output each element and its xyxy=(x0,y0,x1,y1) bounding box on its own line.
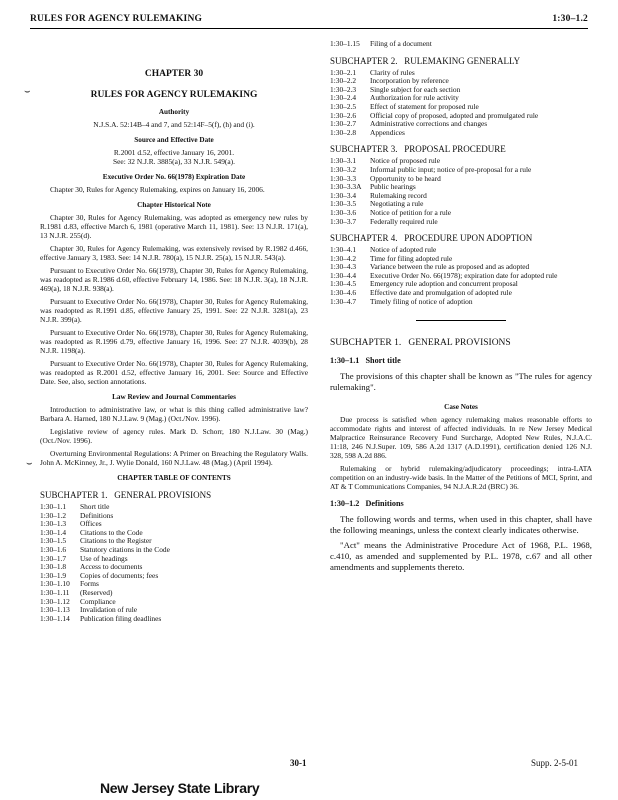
toc-list xyxy=(330,69,592,138)
toc-entry-number: 1:30–2.3 xyxy=(330,84,357,94)
toc-list xyxy=(330,40,592,49)
history-paragraph: Chapter 30, Rules for Agency Rulemaking, was extensively revised by R.1982 d.466, effective January 3, 1983. See: 14 N.J.R. 780(a), 15 N.J.R. 25(a), 15 N.J.R. 543(a). xyxy=(40,244,308,262)
toc-entry-number: 1:30–1.11 xyxy=(40,587,70,597)
toc-entry-title: Citations to the Register xyxy=(80,536,152,546)
toc-entry-number: 1:30–1.14 xyxy=(40,613,70,623)
toc-entry-number: 1:30–1.10 xyxy=(40,579,70,589)
source-line: See: 32 N.J.R. 3885(a), 33 N.J.R. 549(a). xyxy=(113,157,235,166)
toc-entry-number: 1:30–2.8 xyxy=(330,127,357,137)
toc-entry xyxy=(40,615,308,624)
toc-entry-number: 1:30–2.7 xyxy=(330,119,357,129)
margin-mark: ⌣ xyxy=(24,86,31,97)
toc-entry-number: 1:30–1.4 xyxy=(40,527,67,537)
toc-entry-title: Offices xyxy=(80,519,102,529)
body-subchapter-heading: SUBCHAPTER 1. GENERAL PROVISIONS xyxy=(330,338,511,349)
section-title: 1:30–1.1 Short title xyxy=(330,356,401,366)
running-header xyxy=(30,14,588,28)
toc-entry-number: 1:30–1.5 xyxy=(40,536,67,546)
subchapter-title: SUBCHAPTER 2. RULEMAKING GENERALLY xyxy=(330,55,521,66)
toc-entry-title: Citations to the Code xyxy=(80,527,143,537)
toc-entry xyxy=(330,40,592,49)
subchapter-title: SUBCHAPTER 3. PROPOSAL PROCEDURE xyxy=(330,144,506,155)
toc-entry-number: 1:30–3.3A xyxy=(330,182,362,192)
toc-entry-title: Authorization for rule activity xyxy=(370,93,459,103)
toc-entry-number: 1:30–2.5 xyxy=(330,101,357,111)
toc-entry-title: Emergency rule adoption and concurrent proposal xyxy=(370,279,518,289)
toc-entry-number: 1:30–1.15 xyxy=(330,39,360,48)
toc-entry-number: 1:30–1.6 xyxy=(40,544,67,554)
law-review-paragraph: Legislative review of agency rules. Mark D. Schorr, 180 N.J.Law. 30 (Mag.) (Oct./Nov. 1996). xyxy=(40,427,308,445)
toc-entry-title: Forms xyxy=(80,579,99,589)
toc-entry xyxy=(330,129,592,138)
toc-entry-number: 1:30–3.5 xyxy=(330,199,357,209)
case-note: Rulemaking or hybrid rulemaking/adjudicatory proceedings; intra-LATA competition on an industry-wide basis. In the Matter of the Petitions of MCI, Sprint, and AT & T Communications Companies, 94 N.J.A.R.2d (BRC) 36. xyxy=(330,464,592,492)
toc-entry-number: 1:30–1.9 xyxy=(40,570,67,580)
toc-entry-title: Rulemaking record xyxy=(370,190,427,200)
toc-entry-title: Effect of statement for proposed rule xyxy=(370,101,479,111)
history-paragraph: Chapter 30, Rules for Agency Rulemaking, was adopted as emergency new rules by R.1981 d.83, effective March 6, 1981 (operative March 11, 1981). See: 13 N.J.R. 171(a), 13 N.J.R. 255(d). xyxy=(40,213,308,240)
left-column xyxy=(40,64,308,625)
section-text: The following words and terms, when used in this chapter, shall have the following meanings, unless the context clearly indicates otherwise. xyxy=(330,514,592,536)
toc-entry-number: 1:30–4.2 xyxy=(330,253,357,263)
toc-list xyxy=(330,246,592,306)
law-review-heading: Law Review and Journal Commentaries xyxy=(112,393,236,401)
toc-entry-number: 1:30–1.2 xyxy=(40,510,67,520)
toc-entry-title: Notice of adopted rule xyxy=(370,245,437,255)
toc-entry-title: Compliance xyxy=(80,596,116,606)
authority-text: N.J.S.A. 52:14B–4 and 7, and 52:14F–5(f), (h) and (i). xyxy=(93,120,255,129)
chapter-title: RULES FOR AGENCY RULEMAKING xyxy=(90,90,258,100)
library-stamp: New Jersey State Library xyxy=(100,780,260,796)
source-line: R.2001 d.52, effective January 16, 2001. xyxy=(113,148,235,157)
toc-list xyxy=(330,157,592,226)
toc-entry-title: Federally required rule xyxy=(370,216,438,226)
toc-entry-title: Short title xyxy=(80,502,110,511)
toc-entry-title: Access to documents xyxy=(80,562,143,572)
toc-entry-number: 1:30–3.2 xyxy=(330,164,357,174)
toc-entry-title: Definitions xyxy=(80,510,114,520)
toc-entry-title: Executive Order No. 66(1978); expiration date for adopted rule xyxy=(370,270,558,280)
history-paragraph: Pursuant to Executive Order No. 66(1978), Chapter 30, Rules for Agency Rulemaking, was readopted as R.1991 d.85, effective January 25, 1991. See: 22 N.J.R. 3281(a), 23 N.J.R. 399(a). xyxy=(40,297,308,324)
right-column xyxy=(330,40,592,577)
margin-mark: ⌣ xyxy=(26,458,33,469)
toc-entry-number: 1:30–2.4 xyxy=(330,93,357,103)
toc-entry-title: Filing of a document xyxy=(370,39,432,48)
expiration-text: Chapter 30, Rules for Agency Rulemaking, expires on January 16, 2006. xyxy=(50,185,265,194)
page-number: 30-1 xyxy=(290,758,307,768)
toc-entry-title: Notice of proposed rule xyxy=(370,156,440,166)
toc-entry-number: 1:30–4.7 xyxy=(330,296,357,306)
law-review-paragraph: Overturning Environmental Regulations: A Primer on Breaching the Regulatory Walls. John A. McKinney, Jr., J. Wylie Donald, 160 N.J.Law. 48 (Mag.) (April 1994). xyxy=(40,449,308,467)
toc-entry-title: Single subject for each section xyxy=(370,84,461,94)
toc-entry-title: Appendices xyxy=(370,127,405,137)
toc-entry-title: Informal public input; notice of pre-proposal for a rule xyxy=(370,164,532,174)
authority-heading: Authority xyxy=(158,108,190,116)
toc-entry-number: 1:30–4.1 xyxy=(330,245,357,255)
toc-entry-title: Effective date and promulgation of adopted rule xyxy=(370,288,512,298)
section-divider xyxy=(416,320,506,321)
history-paragraph: Pursuant to Executive Order No. 66(1978), Chapter 30, Rules for Agency Rulemaking, was readopted as R.2001 d.52, effective January 16, 2001. See: Source and Effective Date. See, also, section annotations. xyxy=(40,359,308,386)
toc-entry-title: Administrative corrections and changes xyxy=(370,119,488,129)
section-text: The provisions of this chapter shall be known as "The rules for agency rulemaking". xyxy=(330,371,592,393)
supplement-date: Supp. 2-5-01 xyxy=(531,758,578,768)
toc-entry-title: Variance between the rule as proposed and as adopted xyxy=(370,262,530,272)
expiration-heading: Executive Order No. 66(1978) Expiration Date xyxy=(102,173,246,181)
toc-entry-title: Statutory citations in the Code xyxy=(80,544,170,554)
toc-entry-number: 1:30–3.3 xyxy=(330,173,357,183)
toc-entry-number: 1:30–3.7 xyxy=(330,216,357,226)
toc-entry-number: 1:30–2.1 xyxy=(330,67,357,77)
toc-entry-number: 1:30–1.7 xyxy=(40,553,67,563)
case-notes-heading: Case Notes xyxy=(444,403,478,412)
history-heading: Chapter Historical Note xyxy=(137,201,211,209)
toc-entry-number: 1:30–3.4 xyxy=(330,190,357,200)
law-review-paragraph: Introduction to administrative law, or what is this thing called administrative law? Barbara A. Harned, 180 N.J.Law. 9 (Mag.) (Oct./Nov. 1996). xyxy=(40,405,308,423)
header-section: 1:30–1.2 xyxy=(552,14,588,24)
toc-entry-number: 1:30–1.13 xyxy=(40,605,70,615)
toc-entry xyxy=(330,298,592,307)
toc-entry-number: 1:30–3.6 xyxy=(330,207,357,217)
section-title: 1:30–1.2 Definitions xyxy=(330,499,404,509)
toc-entry-title: Negotiating a rule xyxy=(370,199,424,209)
toc-entry-title: Notice of petition for a rule xyxy=(370,207,452,217)
toc-entry-title: Publication filing deadlines xyxy=(80,613,162,623)
toc-entry-number: 1:30–4.5 xyxy=(330,279,357,289)
toc-entry-number: 1:30–1.8 xyxy=(40,562,67,572)
chapter-number: CHAPTER 30 xyxy=(144,69,204,79)
toc-entry-number: 1:30–3.1 xyxy=(330,156,357,166)
toc-entry-number: 1:30–1.1 xyxy=(40,502,67,511)
toc-entry-title: Timely filing of notice of adoption xyxy=(370,296,473,306)
history-paragraph: Pursuant to Executive Order No. 66(1978), Chapter 30, Rules for Agency Rulemaking, was readopted as R.1986 d.60, effective February 14, 1986. See: 18 N.J.R. 3(a), 18 N.J.R. 469(a), 18 N.J.R. 938(a). xyxy=(40,266,308,293)
toc-heading: CHAPTER TABLE OF CONTENTS xyxy=(117,474,231,482)
subchapter-title: SUBCHAPTER 4. PROCEDURE UPON ADOPTION xyxy=(330,233,533,244)
toc-entry-title: Use of headings xyxy=(80,553,128,563)
toc-entry-title: Invalidation of rule xyxy=(80,605,138,615)
toc-list xyxy=(40,503,308,623)
case-note: Due process is satisfied when agency rulemaking makes reasonable efforts to accommodate rights and interest of affected individuals. In re New Jersey Medical Malpractice Reinsurance Recovery Fund Surcharge, Adopted New Rules, N.J.A.C. 11:18, 246 N.J.Super. 109, 586 A.2d 1317 (A.D.1991), certification denied 126 N.J. 328, 598 A.2d 886. xyxy=(330,415,592,461)
toc-entry xyxy=(330,218,592,227)
toc-entry-number: 1:30–1.12 xyxy=(40,596,70,606)
toc-entry-title: (Reserved) xyxy=(80,587,113,597)
header-rule xyxy=(30,28,588,29)
toc-entry-number: 1:30–4.3 xyxy=(330,262,357,272)
toc-entry-title: Public hearings xyxy=(370,182,416,192)
toc-entry-title: Time for filing adopted rule xyxy=(370,253,453,263)
toc-entry-number: 1:30–4.4 xyxy=(330,270,357,280)
header-title: RULES FOR AGENCY RULEMAKING xyxy=(30,14,203,24)
source-heading: Source and Effective Date xyxy=(134,136,214,144)
toc-entry-number: 1:30–4.6 xyxy=(330,288,357,298)
toc-entry-title: Copies of documents; fees xyxy=(80,570,159,580)
toc-entry-title: Incorporation by reference xyxy=(370,76,449,86)
toc-entry-title: Opportunity to be heard xyxy=(370,173,441,183)
history-paragraph: Pursuant to Executive Order No. 66(1978), Chapter 30, Rules for Agency Rulemaking, was readopted as R.1996 d.79, effective January 16, 1996. See: 27 N.J.R. 4039(b), 28 N.J.R. 1198(a). xyxy=(40,328,308,355)
toc-entry-number: 1:30–2.6 xyxy=(330,110,357,120)
subchapter-title: SUBCHAPTER 1. GENERAL PROVISIONS xyxy=(40,490,212,500)
toc-entry-number: 1:30–2.2 xyxy=(330,76,357,86)
toc-entry-title: Clarity of rules xyxy=(370,67,415,77)
definition-act: "Act" means the Administrative Procedure Act of 1968, P.L. 1968, c.410, as amended and supplemented by P.L. 1978, c.67 and all other amendments and supplements thereto. xyxy=(330,540,592,573)
toc-entry-number: 1:30–1.3 xyxy=(40,519,67,529)
toc-entry-title: Official copy of proposed, adopted and promulgated rule xyxy=(370,110,539,120)
